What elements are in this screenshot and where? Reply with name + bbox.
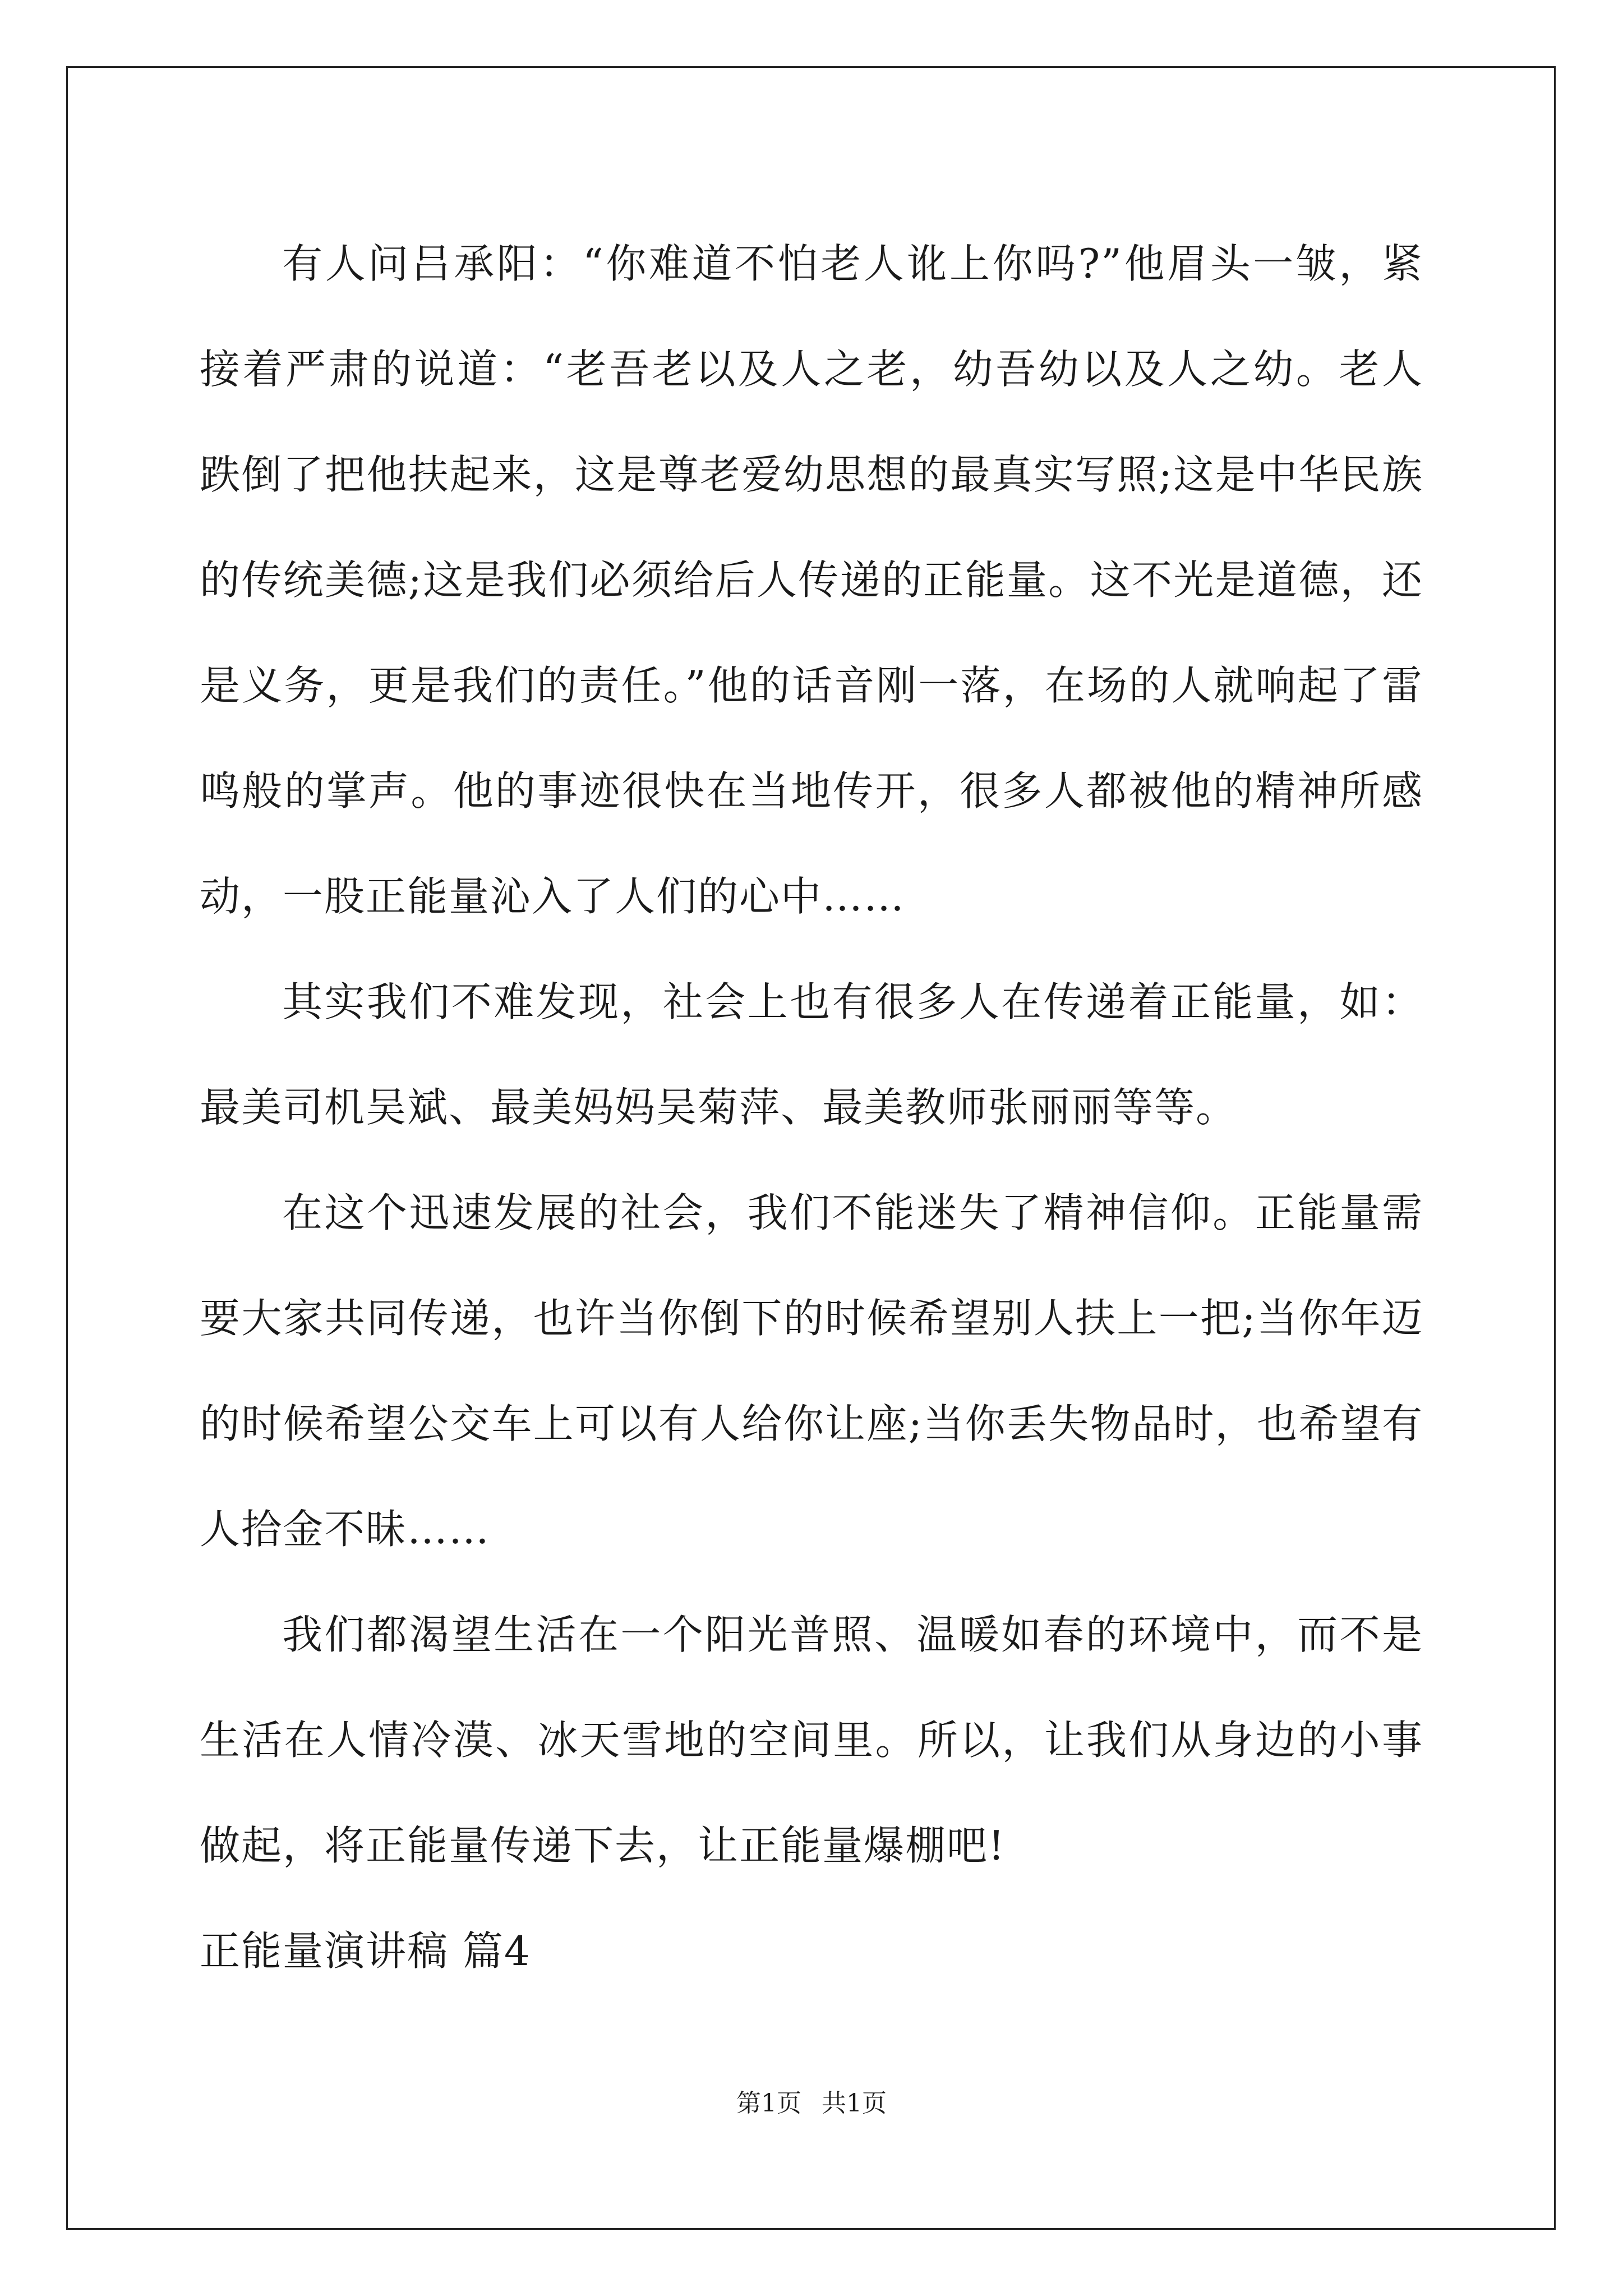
paragraph-3: 在这个迅速发展的社会，我们不能迷失了精神信仰。正能量需要大家共同传递，也许当你倒下的时候希望别人扶上一把;当你年迈的时候希望公交车上可以有人给你让座;当你丢失物品时，也希望有人拾金不昧…… — [200, 1189, 1423, 1553]
document-body — [200, 211, 1423, 2004]
page-number: 第1页 — [736, 2089, 801, 2118]
paragraph-4: 我们都渴望生活在一个阳光普照、温暖如春的环境中，而不是生活在人情冷漠、冰天雪地的空间里。所以，让我们从身边的小事做起，将正能量传递下去，让正能量爆棚吧! — [200, 1611, 1423, 1869]
page-total: 共1页 — [822, 2089, 887, 2118]
paragraph-2: 其实我们不难发现，社会上也有很多人在传递着正能量，如：最美司机吴斌、最美妈妈吴菊萍、最美教师张丽丽等等。 — [200, 978, 1423, 1131]
section-heading: 正能量演讲稿 篇4 — [200, 1927, 531, 1975]
paragraph-1: 有人问吕承阳：“你难道不怕老人讹上你吗?”他眉头一皱，紧接着严肃的说道：“老吾老以及人之老，幼吾幼以及人之幼。老人跌倒了把他扶起来，这是尊老爱幼思想的最真实写照;这是中华民族的传统美德;这是我们必须给后人传递的正能量。这不光是道德，还是义务，更是我们的责任。”他的话音刚一落，在场的人就响起了雷鸣般的掌声。他的事迹很快在当地传开，很多人都被他的精神所感动，一股正能量沁入了人们的心中…… — [200, 240, 1423, 920]
page-footer — [0, 2087, 1623, 2120]
